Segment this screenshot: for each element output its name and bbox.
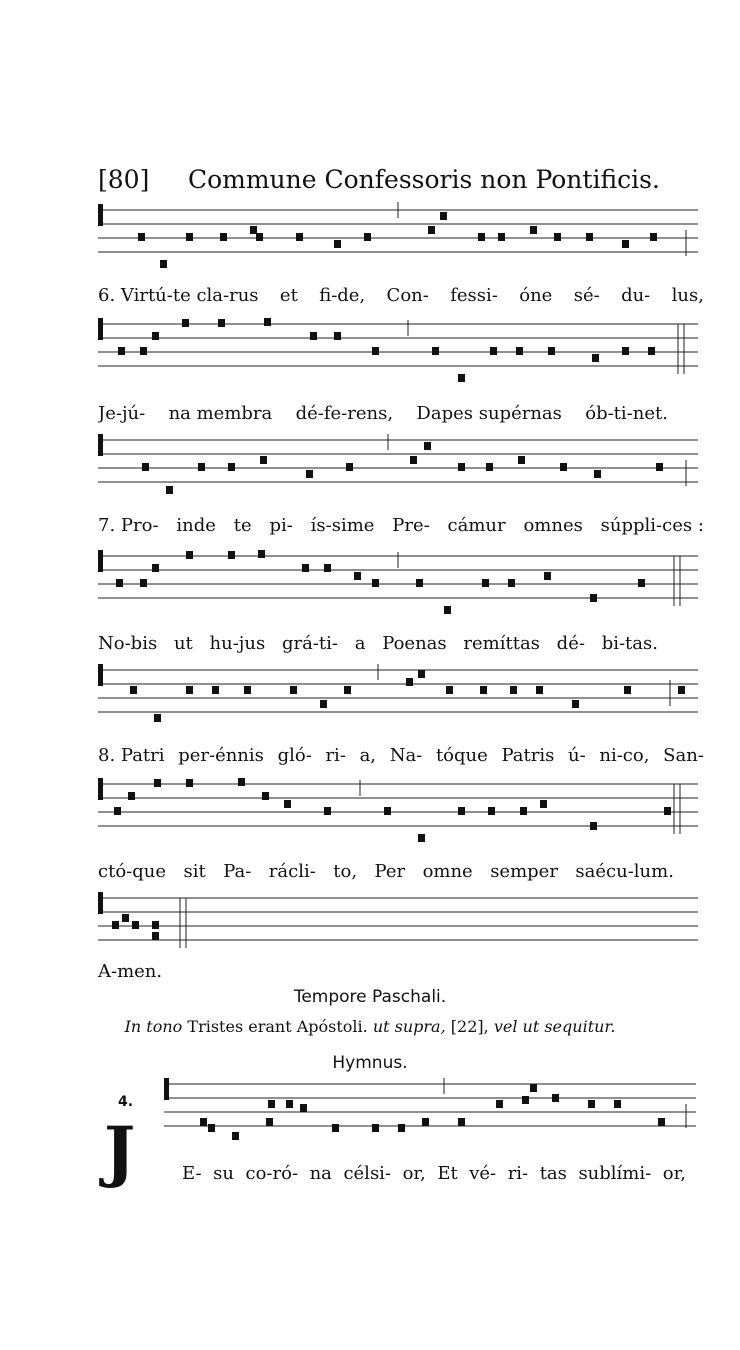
page-header [98,160,698,200]
music-staff-4 [88,546,700,606]
page-title: Commune Confessoris non Pontificis. [187,165,660,194]
hymn-lyric-line: E- su co-ró- na célsi- or, Et vé- ri- tas sublími- or, [182,1163,686,1184]
page-number: [80] [98,165,150,194]
rubric-line: In tono Tristes erant Apóstoli. ut supra, [22], vel ut sequitur. [124,1017,616,1036]
staff-2-notation [88,314,700,384]
music-staff-7 [88,888,700,948]
lyric-line-1: 6. Virtú-te cla-rus et fi-de, Con- fessi- óne sé- du- lus, [98,285,704,306]
lyric-line-3: 7. Pro- inde te pi- ís-sime Pre- cámur omnes súppli-ces : [98,515,704,536]
lyric-line-2: Je-jú- na membra dé-fe-rens, Dapes supérnas ób-ti-net. [98,403,668,424]
music-staff-1 [88,200,700,260]
hymn-staff-notation [160,1074,700,1144]
staff-3-notation [88,430,700,500]
music-staff-2 [88,314,700,374]
staff-6-notation [88,774,700,844]
staff-5-notation [88,660,700,730]
lyric-line-5: 8. Patri per-énnis gló- ri- a, Na- tóque Patris ú- ni-co, San- [98,745,704,766]
music-staff-3 [88,430,700,490]
music-staff-hymn [160,1074,700,1134]
music-staff-6 [88,774,700,834]
amen-lyric: A-men. [98,961,163,982]
hymn-verse-number: 4. [118,1094,134,1110]
lyric-line-4: No-bis ut hu-jus grá-ti- a Poenas remíttas dé- bi-tas. [98,633,658,654]
music-staff-5 [88,660,700,720]
staff-1-notation [88,200,700,270]
hymn-initial: J [104,1112,136,1190]
staff-7-notation [88,888,700,958]
hymn-title: Hymnus. [332,1053,408,1073]
lyric-line-6: ctó-que sit Pa- rácli- to, Per omne semper saécu-lum. [98,861,674,882]
staff-4-notation [88,546,700,616]
section-title: Tempore Paschali. [293,987,447,1007]
